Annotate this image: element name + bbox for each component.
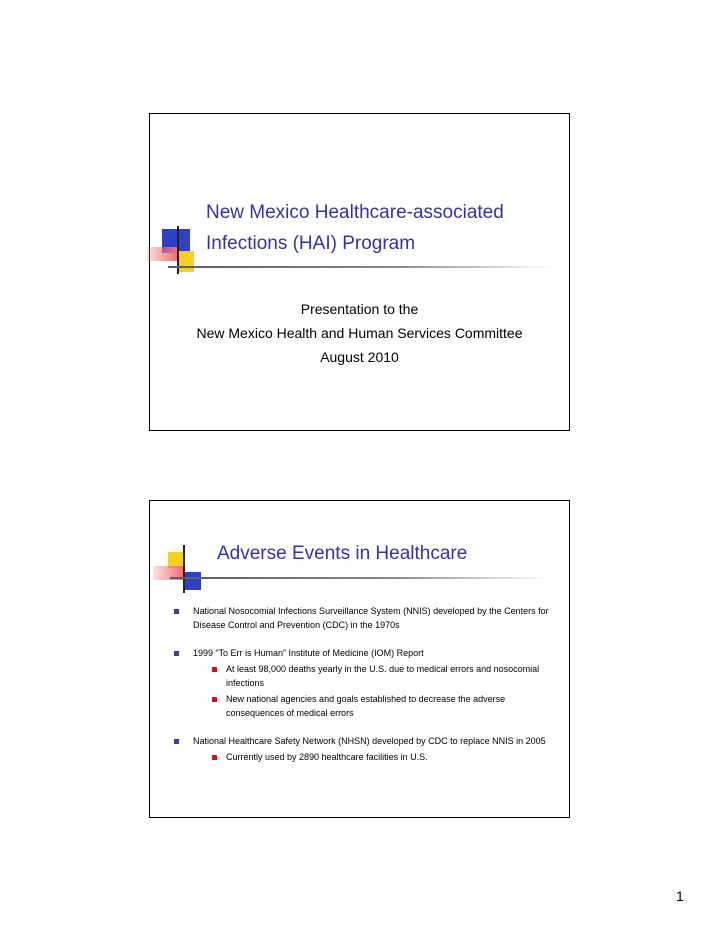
title-line-1: New Mexico Healthcare-associated [206, 202, 504, 223]
sub-bullet-text: At least 98,000 deaths yearly in the U.S. due to medical errors and nosocomial infections [226, 664, 540, 688]
bullet-item [174, 734, 554, 764]
sub-bullet-item [212, 662, 554, 690]
slide-title: Adverse Events in Healthcare [217, 543, 468, 564]
sub-bullet-text: New national agencies and goals established to decrease the adverse consequences of medical errors [226, 694, 506, 718]
sub-bullet-text: Currently used by 2890 healthcare facilities in U.S. [226, 752, 428, 762]
sub-bullet-item [212, 750, 554, 764]
slide-2 [149, 500, 570, 818]
bullet-text: National Healthcare Safety Network (NHSN) developed by CDC to replace NNIS in 2005 [193, 736, 546, 746]
subtitle-line-2: New Mexico Health and Human Services Committee [196, 325, 523, 341]
subtitle-line-3: August 2010 [320, 349, 399, 365]
title-line-2: Infections (HAI) Program [206, 233, 416, 254]
bullet-item [174, 646, 554, 720]
bullet-text: 1999 “To Err is Human” Institute of Medicine (IOM) Report [193, 648, 424, 658]
page-number: 1 [676, 888, 684, 904]
bullet-text: National Nosocomial Infections Surveillance System (NNIS) developed by the Centers for Disease Control and Prevention (CDC) in the 1970s [193, 606, 549, 630]
sub-bullet-item [212, 692, 554, 720]
slide-title [206, 198, 504, 258]
bullet-item [174, 604, 554, 632]
bullet-list [174, 604, 554, 778]
slide-1 [149, 113, 570, 431]
subtitle-line-1: Presentation to the [300, 301, 419, 317]
